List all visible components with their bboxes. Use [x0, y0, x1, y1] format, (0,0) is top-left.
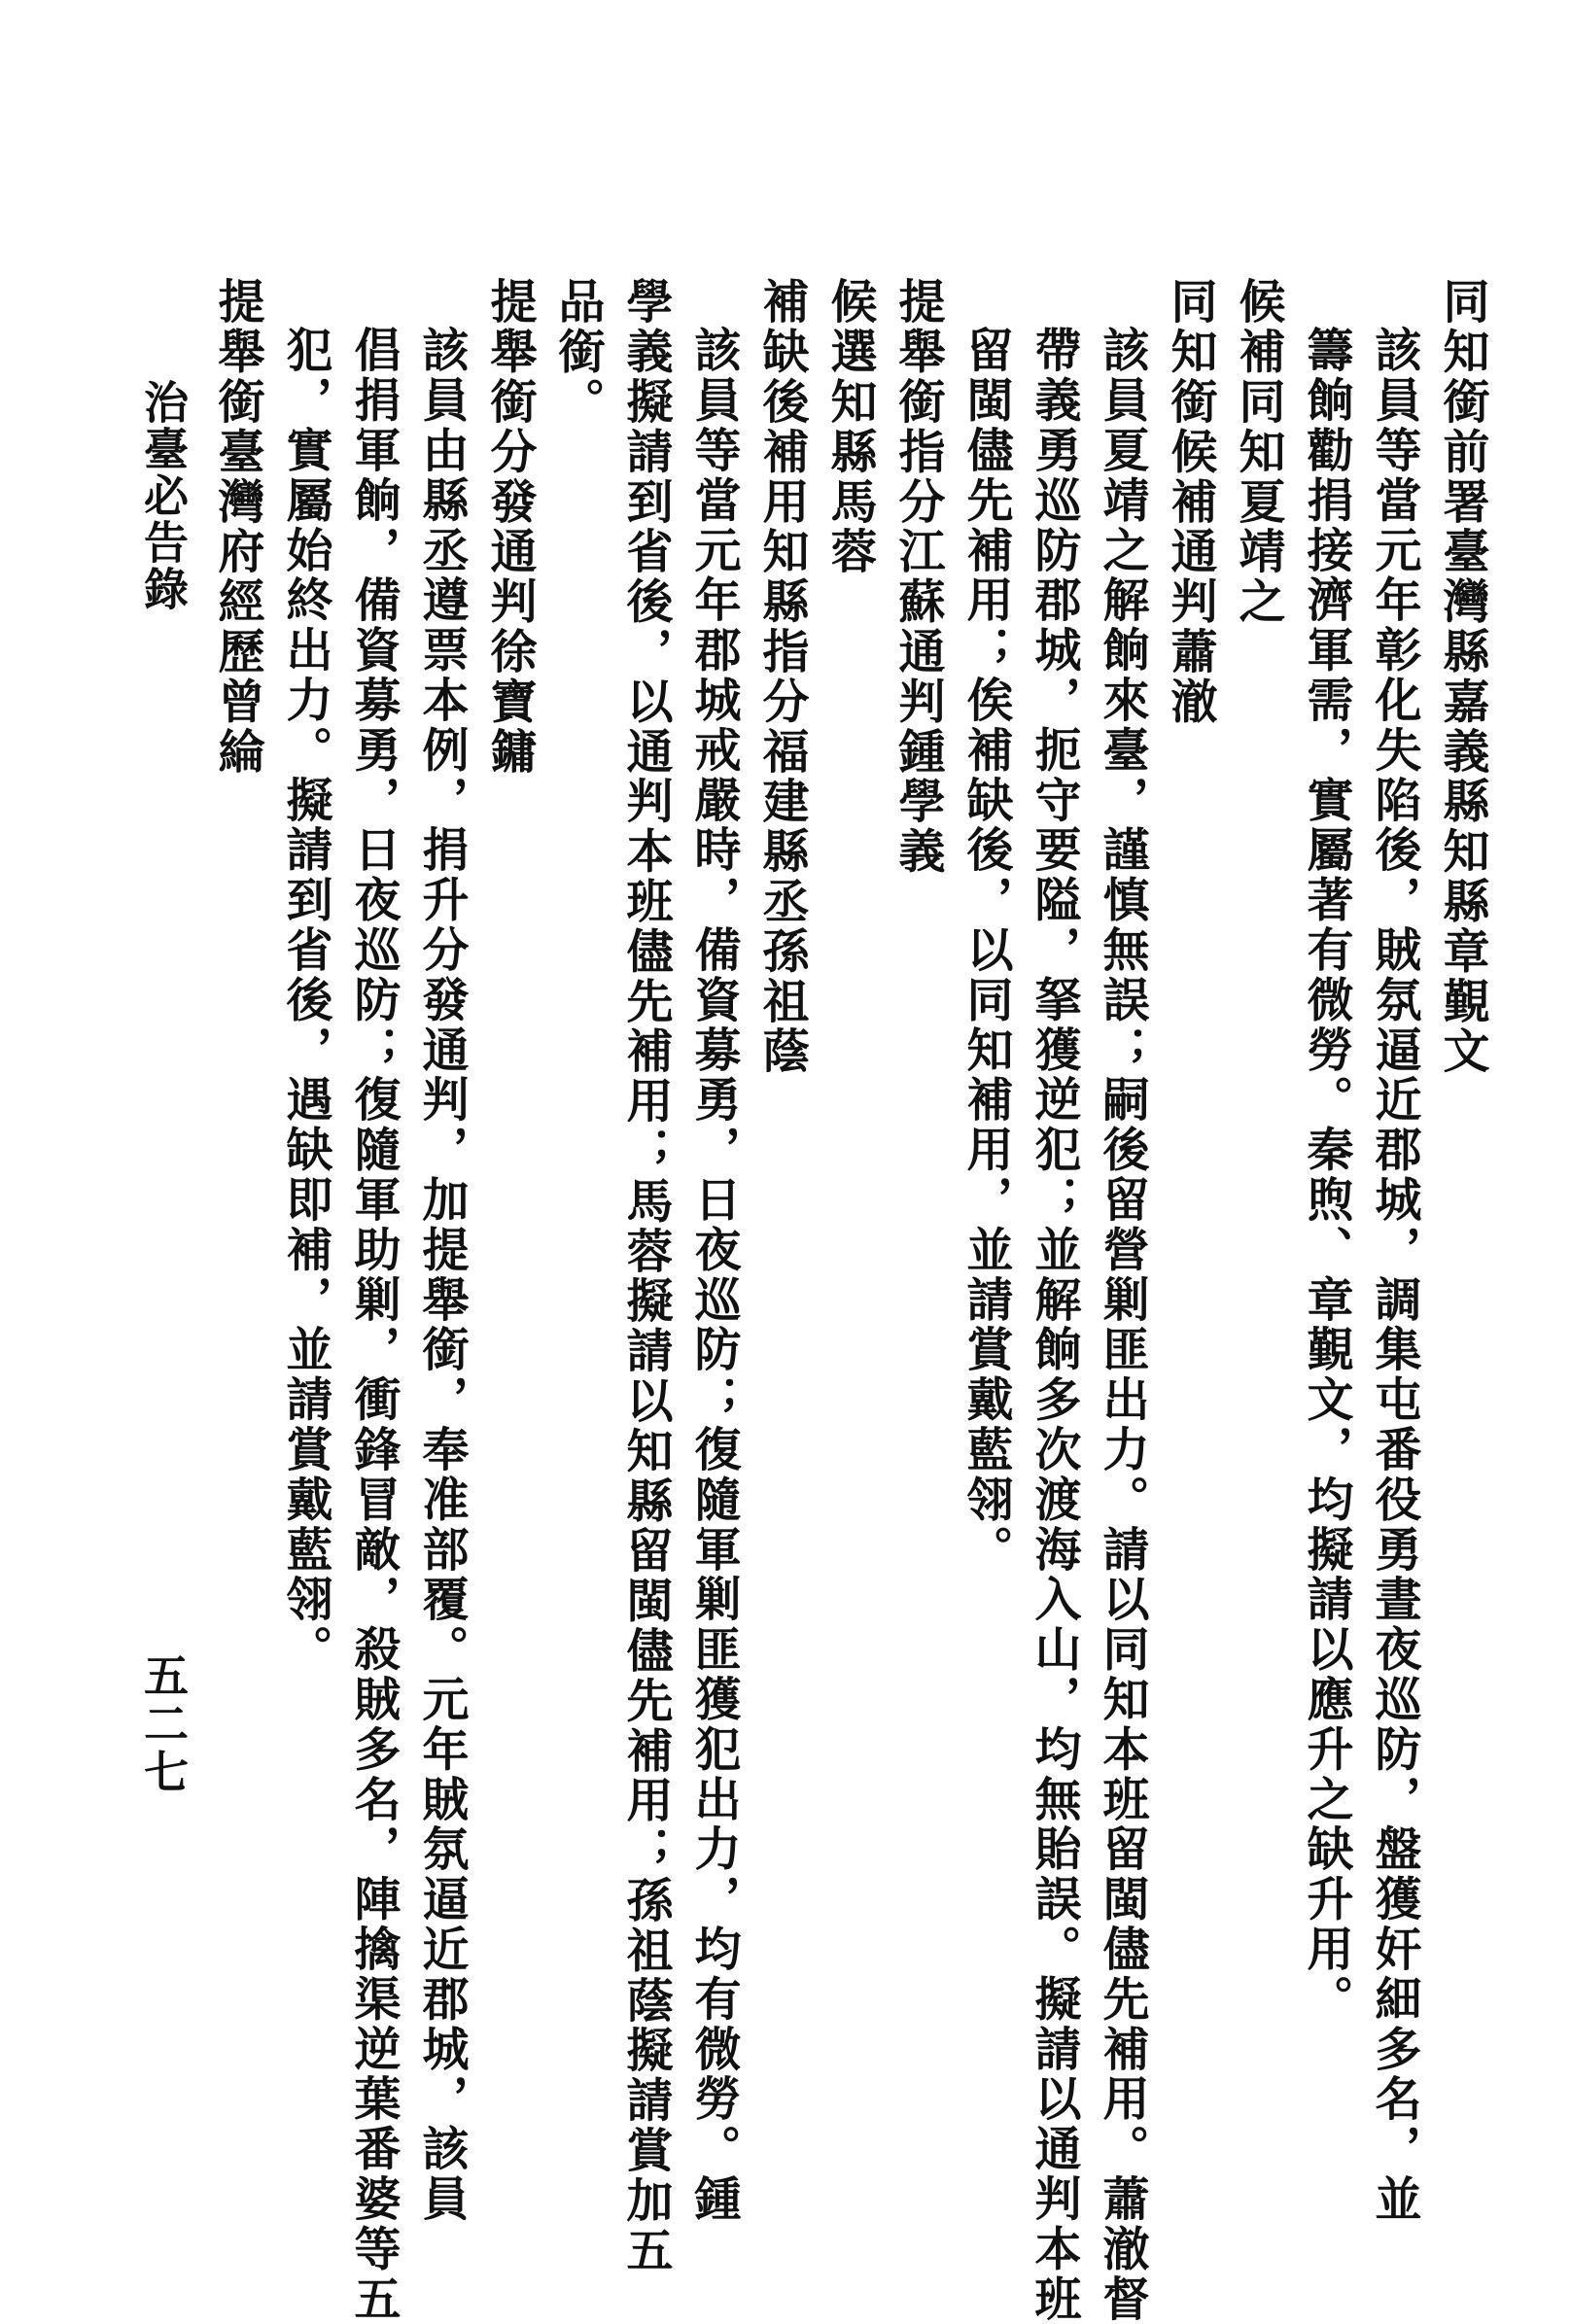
text-column: 犯，實屬始終出力。擬請到省後，遇缺即補，並請賞戴藍翎。 — [278, 326, 332, 1675]
text-column: 倡捐軍餉，備資募勇，日夜巡防；復隨軍助剿，衝鋒冒敵，殺賊多名，陣擒渠逆葉番婆等五 — [346, 326, 401, 2324]
text-column: 帶義勇巡防郡城，扼守要隘，拏獲逆犯；並解餉多次渡海入山，均無貽誤。擬請以通判本班 — [1027, 326, 1081, 2324]
text-column: 候補同知夏靖之 — [1231, 277, 1285, 627]
text-column: 該員由縣丞遵票本例，捐升分發通判，加提舉銜，奉准部覆。元年賊氛逼近郡城，該員 — [414, 326, 469, 2225]
text-column: 提舉銜指分江蘇通判鍾學義 — [890, 277, 945, 877]
page-number: 五二七 — [137, 1652, 190, 1797]
text-column: 提舉銜臺灣府經歷曾綸 — [210, 277, 264, 777]
text-column: 留閩儘先補用；俟補缺後，以同知補用，並請賞戴藍翎。 — [959, 326, 1013, 1575]
text-column: 同知銜候補通判蕭澈 — [1163, 277, 1217, 727]
text-column: 該員夏靖之解餉來臺，謹慎無誤；嗣後留營剿匪出力。請以同知本班留閩儘先補用。蕭澈督 — [1095, 326, 1149, 2324]
text-column: 候選知縣馬蓉 — [822, 277, 877, 577]
text-column: 學義擬請到省後，以通判本班儘先補用；馬蓉擬請以知縣留閩儘先補用；孫祖蔭擬請賞加五 — [618, 277, 673, 2275]
text-column: 品銜。 — [550, 277, 605, 428]
text-column: 同知銜前署臺灣縣嘉義縣知縣章覲文 — [1435, 277, 1489, 1077]
book-title: 治臺必告錄 — [137, 379, 190, 612]
text-column: 補缺後補用知縣指分福建縣丞孫祖蔭 — [754, 277, 809, 1077]
text-column: 該員等當元年彰化失陷後，賊氛逼近郡城，調集屯番役勇晝夜巡防，盤獲奸細多名，並 — [1367, 326, 1421, 2225]
text-column: 籌餉勸捐接濟軍需，實屬著有微勞。秦煦、章覲文，均擬請以應升之缺升用。 — [1299, 326, 1353, 2025]
text-column: 提舉銜分發通判徐寶鏞 — [482, 277, 537, 777]
text-column: 該員等當元年郡城戒嚴時，備資募勇，日夜巡防；復隨軍剿匪獲犯出力，均有微勞。鍾 — [686, 326, 741, 2225]
